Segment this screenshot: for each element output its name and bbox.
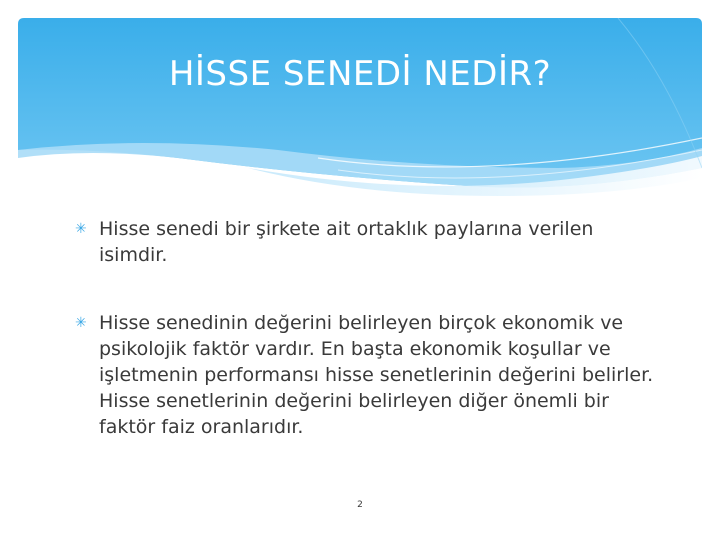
slide-title: HİSSE SENEDİ NEDİR? [168,54,552,94]
asterisk-icon: ✳ [75,315,87,331]
asterisk-icon: ✳ [75,221,87,237]
banner-graphic [18,18,702,198]
bullet-text: Hisse senedi bir şirkete ait ortaklık paylarına verilen isimdir. [99,218,594,266]
bullet-text: Hisse senedinin değerini belirleyen birçok ekonomik ve psikolojik faktör vardır. En başta ekonomik koşullar ve işletmenin performansı hisse senetlerinin değerini belirler. Hisse senetlerinin değerini belirleyen diğer önemli bir faktör faiz oranlarıdır. [99,312,654,438]
page-number: 2 [357,500,363,510]
list-item [75,216,665,268]
bullet-list [75,216,665,482]
title-banner [18,18,702,198]
list-item [75,310,665,440]
